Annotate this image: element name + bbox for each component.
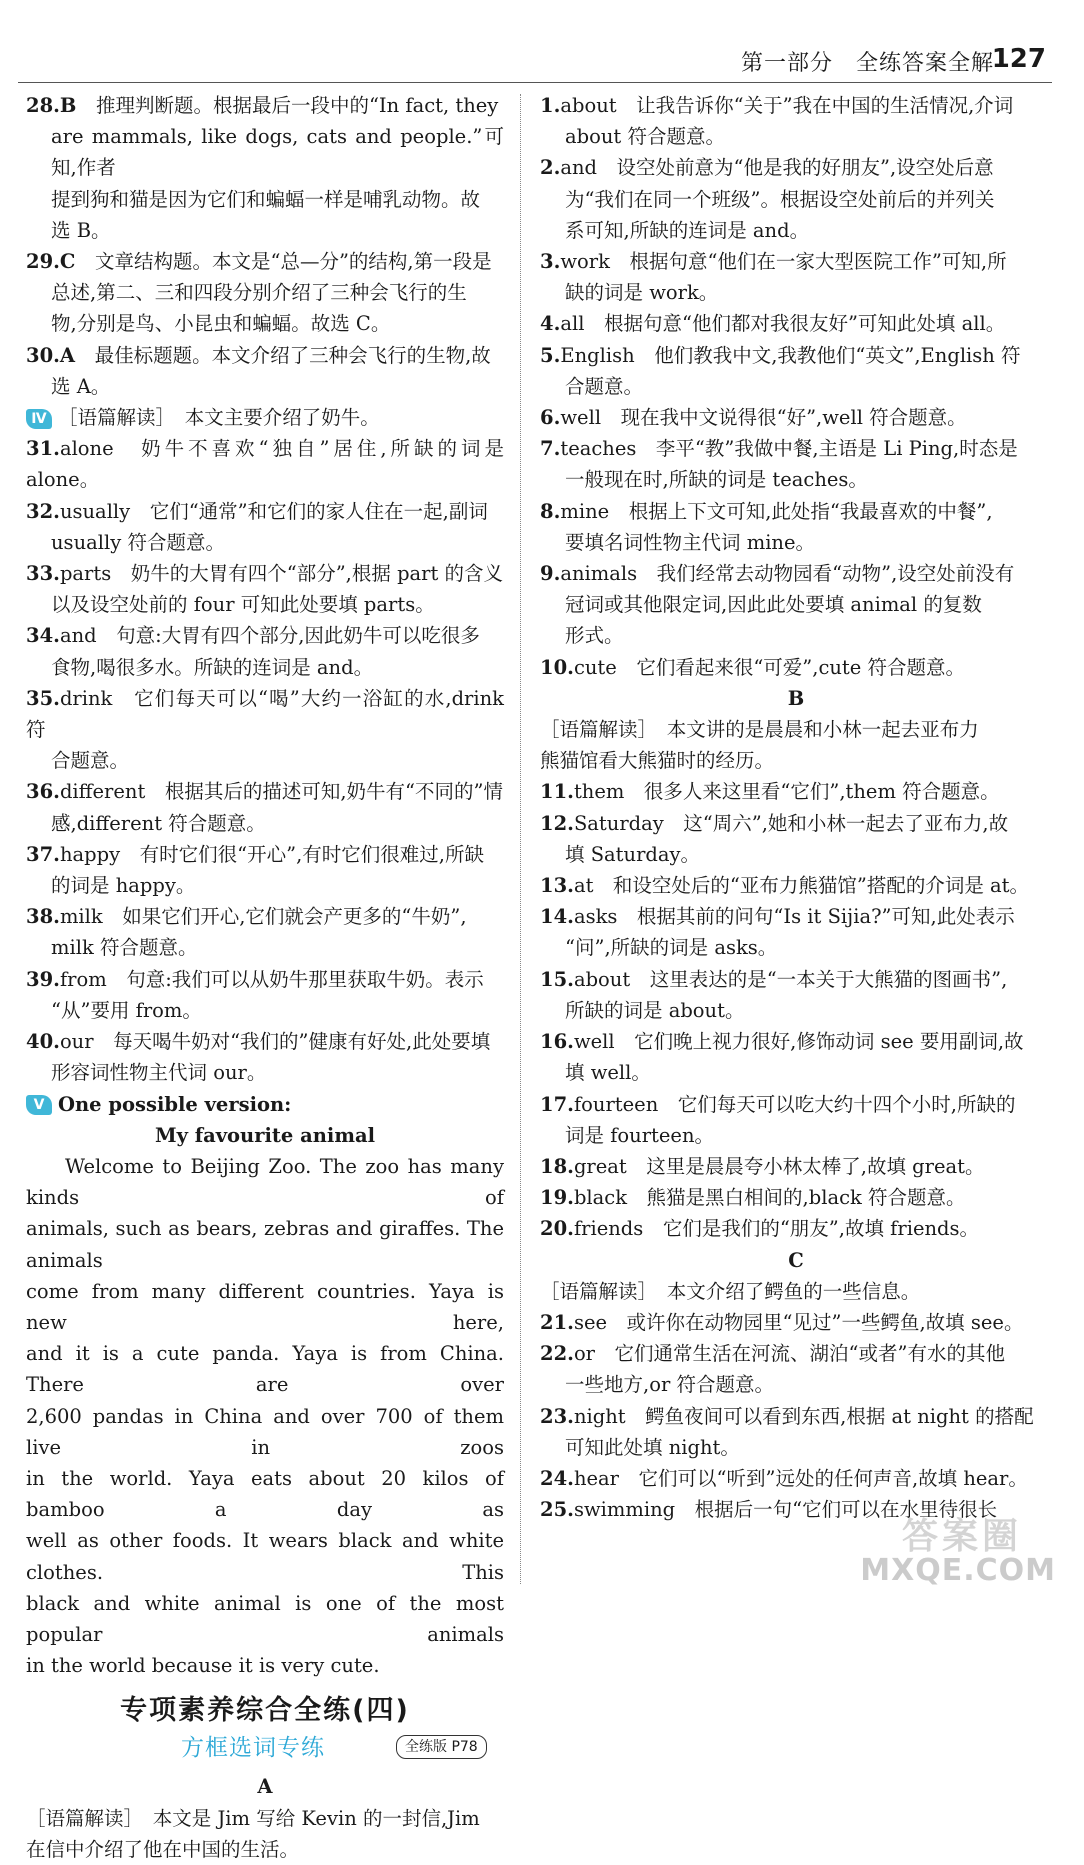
answer-word: Saturday xyxy=(573,811,664,835)
answer-first-line xyxy=(26,839,504,870)
answer-word: different xyxy=(59,780,146,804)
reading-line: 熊猫馆看大熊猫时的经历。 xyxy=(540,749,775,773)
answer-item xyxy=(26,558,504,620)
answer-word: usually xyxy=(59,499,131,523)
answer-number: 28.B xyxy=(26,94,77,117)
answer-text: 它们可以“听到”远处的任何声音,故填 hear。 xyxy=(638,1466,1028,1490)
essay-title: My favourite animal xyxy=(154,1123,376,1147)
answer-continuation-line xyxy=(26,932,504,963)
answer-item xyxy=(540,1463,1052,1494)
answer-continuation-line xyxy=(26,745,504,776)
answer-continuation-line xyxy=(26,121,504,183)
reading-line: ［语篇解读］ 本文讲的是晨晨和小林一起去亚布力 xyxy=(540,718,979,742)
answer-continuation-line xyxy=(26,870,504,901)
answer-first-line xyxy=(540,652,1052,683)
answer-continuation-line xyxy=(26,184,504,215)
answer-text: usually 符合题意。 xyxy=(51,530,225,554)
answer-text: 或许你在动物园里“见过”一些鳄鱼,故填 see。 xyxy=(626,1310,1024,1334)
answer-item xyxy=(26,683,504,777)
answer-word: alone xyxy=(59,437,114,461)
essay-line: black and white animal is one of the most popular animals xyxy=(26,1591,504,1646)
answer-text: 它们是我们的“朋友”,故填 friends。 xyxy=(662,1217,980,1241)
answer-first-line xyxy=(540,1463,1052,1494)
answer-text: 这里表达的是“一本关于大熊猫的图画书”, xyxy=(649,967,1008,991)
answer-first-line xyxy=(540,152,1052,183)
answer-first-line xyxy=(540,1338,1052,1369)
answer-number: 11. xyxy=(540,780,574,804)
answer-word: well xyxy=(560,406,602,430)
answer-item xyxy=(540,558,1052,652)
answer-first-line xyxy=(540,901,1052,932)
answer-text: 根据句意“他们在一家大型医院工作”可知,所 xyxy=(629,250,1007,274)
answer-item xyxy=(26,90,504,246)
answer-number: 19. xyxy=(540,1186,574,1210)
answer-number: 31. xyxy=(26,437,60,461)
answer-item xyxy=(26,839,504,901)
answer-text: about 符合题意。 xyxy=(565,125,725,149)
answer-text: 奶牛不喜欢“独自”居住,所缺的词是 alone。 xyxy=(26,437,504,492)
part-b-label: B xyxy=(787,686,805,710)
answer-continuation-line xyxy=(26,527,504,558)
answer-number: 5. xyxy=(540,343,561,367)
answer-item xyxy=(540,496,1052,558)
answer-first-line xyxy=(540,1026,1052,1057)
right-column xyxy=(540,90,1052,1525)
answer-first-line xyxy=(540,402,1052,433)
answer-text: 根据后一句“它们可以在水里待很长 xyxy=(694,1498,998,1522)
reading-b xyxy=(540,714,1052,776)
answer-first-line xyxy=(540,808,1052,839)
answer-number: 8. xyxy=(540,499,561,523)
answer-text: 为“我们在同一个班级”。根据设空处前后的并列关 xyxy=(565,187,995,211)
answer-word: night xyxy=(573,1404,626,1428)
answer-continuation-line xyxy=(540,464,1052,495)
answer-first-line xyxy=(26,340,504,371)
section-v-heading xyxy=(26,1089,504,1120)
answer-item xyxy=(26,620,504,682)
answer-text: 句意:我们可以从奶牛那里获取牛奶。表示 xyxy=(126,967,484,991)
answer-number: 32. xyxy=(26,499,60,523)
answer-item xyxy=(26,340,504,402)
answer-word: or xyxy=(573,1342,595,1366)
answer-text: 系可知,所缺的连词是 and。 xyxy=(565,218,810,242)
answer-continuation-line xyxy=(540,371,1052,402)
answer-number: 35. xyxy=(26,686,60,710)
answer-word: all xyxy=(560,312,585,336)
section-reading-text: ［语篇解读］ 本文主要介绍了奶牛。 xyxy=(58,406,380,430)
answer-number: 30.A xyxy=(26,343,76,367)
answer-text: 根据句意“他们都对我很友好”可知此处填 all。 xyxy=(603,312,1006,336)
essay-line: Welcome to Beijing Zoo. The zoo has many kinds of xyxy=(26,1154,504,1210)
answer-first-line xyxy=(26,683,504,745)
answer-first-line xyxy=(26,558,504,589)
answer-text: 要填名词性物主代词 mine。 xyxy=(565,530,816,554)
answer-first-line xyxy=(26,964,504,995)
answer-text: 有时它们很“开心”,有时它们很难过,所缺 xyxy=(139,842,484,866)
answer-item xyxy=(26,901,504,963)
answer-continuation-line xyxy=(540,527,1052,558)
reading-a xyxy=(26,1803,504,1865)
answer-continuation-line xyxy=(540,995,1052,1026)
answer-first-line xyxy=(540,90,1052,121)
answer-first-line xyxy=(540,776,1052,807)
answer-continuation-line xyxy=(26,215,504,246)
answer-word: asks xyxy=(573,905,618,929)
answer-word: them xyxy=(573,780,625,804)
essay-line: and it is a cute panda. Yaya is from China. There are over xyxy=(26,1342,504,1397)
watermark-url: MXQE.COM xyxy=(860,1553,1056,1588)
section-version-text: One possible version: xyxy=(58,1092,292,1116)
sub-title-row xyxy=(26,1731,504,1771)
answer-word: about xyxy=(560,94,617,117)
answer-text: 每天喝牛奶对“我们的”健康有好处,此处要填 xyxy=(113,1030,491,1054)
answer-text: 一般现在时,所缺的词是 teaches。 xyxy=(565,468,868,492)
answer-text: 可知此处填 night。 xyxy=(565,1435,740,1459)
reference-badge: 全练版 P78 xyxy=(396,1735,487,1759)
answer-word: swimming xyxy=(573,1498,676,1522)
answer-item xyxy=(540,652,1052,683)
answer-item xyxy=(540,901,1052,963)
answer-number: 29.C xyxy=(26,250,76,274)
part-c-label: C xyxy=(788,1248,804,1272)
answer-text: 感,different 符合题意。 xyxy=(51,811,266,835)
sub-title: 方框选词专练 xyxy=(181,1735,325,1762)
answer-text: 让我告诉你“关于”我在中国的生活情况,介词 xyxy=(636,94,1014,117)
section-badge-icon: Ⅴ xyxy=(26,1095,52,1115)
answer-first-line xyxy=(540,1401,1052,1432)
answer-continuation-line xyxy=(540,215,1052,246)
answer-word: hear xyxy=(573,1466,619,1490)
answer-number: 18. xyxy=(540,1154,574,1178)
answer-text: 文章结构题。本文是“总—分”的结构,第一段是 xyxy=(94,250,492,274)
answer-continuation-line xyxy=(26,652,504,683)
answer-first-line xyxy=(26,776,504,807)
answer-continuation-line xyxy=(540,277,1052,308)
answer-item xyxy=(540,433,1052,495)
section-iv-heading xyxy=(26,402,504,433)
answer-number: 20. xyxy=(540,1217,574,1241)
answer-continuation-line xyxy=(540,1369,1052,1400)
answer-number: 15. xyxy=(540,967,574,991)
answer-word: and xyxy=(560,156,598,180)
answer-first-line xyxy=(540,246,1052,277)
answer-text: 缺的词是 work。 xyxy=(565,281,719,305)
answer-number: 4. xyxy=(540,312,561,336)
answer-number: 7. xyxy=(540,437,561,461)
answer-word: and xyxy=(59,624,97,648)
answer-text: 填 well。 xyxy=(565,1061,651,1085)
answer-word: animals xyxy=(560,562,638,586)
answer-text: 熊猫是黑白相间的,black 符合题意。 xyxy=(646,1186,966,1210)
answer-item xyxy=(540,152,1052,246)
answer-item xyxy=(540,1338,1052,1400)
answer-text: 形式。 xyxy=(565,624,624,648)
answer-number: 36. xyxy=(26,780,60,804)
answer-number: 23. xyxy=(540,1404,574,1428)
answer-continuation-line xyxy=(26,371,504,402)
answer-number: 14. xyxy=(540,905,574,929)
answer-text: 填 Saturday。 xyxy=(565,842,701,866)
answer-text: 如果它们开心,它们就会产更多的“牛奶”, xyxy=(122,905,467,929)
answer-continuation-line xyxy=(540,121,1052,152)
answer-text: 合题意。 xyxy=(51,749,130,773)
answer-number: 38. xyxy=(26,905,60,929)
header-rule xyxy=(18,82,1052,83)
answer-word: our xyxy=(59,1030,94,1054)
answer-text: 形容词性物主代词 our。 xyxy=(51,1061,267,1085)
answer-number: 2. xyxy=(540,156,561,180)
answer-continuation-line xyxy=(26,808,504,839)
answer-text: 奶牛的大胃有四个“部分”,根据 part 的含义 xyxy=(130,562,504,586)
answer-text: 的词是 happy。 xyxy=(51,874,196,898)
answer-text: 以及设空处前的 four 可知此处要填 parts。 xyxy=(51,593,435,617)
reading-line: ［语篇解读］ 本文是 Jim 写给 Kevin 的一封信,Jim xyxy=(26,1806,480,1830)
answer-word: at xyxy=(573,874,594,898)
answer-first-line xyxy=(540,340,1052,371)
answer-continuation-line xyxy=(540,1057,1052,1088)
answer-first-line xyxy=(540,1307,1052,1338)
answer-word: great xyxy=(573,1154,627,1178)
answer-number: 10. xyxy=(540,655,574,679)
answer-number: 40. xyxy=(26,1030,60,1054)
answer-text: 选 B。 xyxy=(51,218,111,242)
answer-word: English xyxy=(560,343,635,367)
answer-first-line xyxy=(26,496,504,527)
answer-word: see xyxy=(573,1310,608,1334)
answer-text: 他们教我中文,我教他们“英文”,English 符 xyxy=(654,343,1021,367)
answer-first-line xyxy=(26,901,504,932)
answer-first-line xyxy=(26,90,504,121)
answer-number: 33. xyxy=(26,562,60,586)
answer-word: drink xyxy=(59,686,113,710)
answer-number: 37. xyxy=(26,842,60,866)
answer-word: about xyxy=(573,967,631,991)
answer-text: 这“周六”,她和小林一起去了亚布力,故 xyxy=(683,811,1009,835)
answer-word: friends xyxy=(573,1217,644,1241)
answer-continuation-line xyxy=(26,277,504,308)
answer-continuation-line xyxy=(26,589,504,620)
answer-word: happy xyxy=(59,842,121,866)
answer-first-line xyxy=(540,1151,1052,1182)
page-header xyxy=(0,0,1084,80)
answer-text: 李平“教”我做中餐,主语是 Li Ping,时态是 xyxy=(655,437,1018,461)
answer-continuation-line xyxy=(26,308,504,339)
essay-line: well as other foods. It wears black and white clothes. This xyxy=(26,1529,504,1584)
answer-number: 17. xyxy=(540,1092,574,1116)
answer-text: 设空处前意为“他是我的好朋友”,设空处后意 xyxy=(616,156,994,180)
answer-word: cute xyxy=(573,655,617,679)
answer-text: 这里是晨晨夸小林太棒了,故填 great。 xyxy=(646,1154,985,1178)
answer-item xyxy=(26,1026,504,1088)
answer-text: 它们每天可以“喝”大约一浴缸的水,drink 符 xyxy=(26,686,504,742)
answer-text: 冠词或其他限定词,因此此处要填 animal 的复数 xyxy=(565,593,982,617)
answer-continuation-line xyxy=(26,1057,504,1088)
answer-number: 21. xyxy=(540,1310,574,1334)
answer-item xyxy=(26,776,504,838)
answer-text: 它们通常生活在河流、湖泊“或者”有水的其他 xyxy=(614,1342,1005,1366)
answer-text: 和设空处后的“亚布力熊猫馆”搭配的介词是 at。 xyxy=(612,874,1030,898)
answer-first-line xyxy=(540,433,1052,464)
answer-first-line xyxy=(540,870,1052,901)
answer-number: 25. xyxy=(540,1498,574,1522)
answer-text: 现在我中文说得很“好”,well 符合题意。 xyxy=(620,406,967,430)
answer-continuation-line xyxy=(540,184,1052,215)
answer-text: 选 A。 xyxy=(51,374,111,398)
answer-text: 它们看起来很“可爱”,cute 符合题意。 xyxy=(636,655,966,679)
answer-word: work xyxy=(560,250,610,274)
answer-item xyxy=(540,1307,1052,1338)
answer-continuation-line xyxy=(540,932,1052,963)
answer-continuation-line xyxy=(540,589,1052,620)
answer-text: 合题意。 xyxy=(565,374,644,398)
answer-number: 12. xyxy=(540,811,574,835)
section-title: 第一部分 全练答案全解 xyxy=(740,51,994,76)
answer-first-line xyxy=(540,308,1052,339)
answer-word: well xyxy=(573,1030,615,1054)
section-badge-icon: Ⅳ xyxy=(26,409,52,429)
answer-number: 34. xyxy=(26,624,60,648)
answer-item xyxy=(26,496,504,558)
answer-text: 句意:大胃有四个部分,因此奶牛可以吃很多 xyxy=(116,624,480,648)
answer-text: 很多人来这里看“它们”,them 符合题意。 xyxy=(643,780,1000,804)
answer-number: 39. xyxy=(26,967,60,991)
answer-item xyxy=(540,1401,1052,1463)
answer-item xyxy=(540,402,1052,433)
answer-text: 所缺的词是 about。 xyxy=(565,998,745,1022)
answer-word: mine xyxy=(560,499,610,523)
answer-continuation-line xyxy=(26,995,504,1026)
answer-item xyxy=(540,246,1052,308)
answer-text: 一些地方,or 符合题意。 xyxy=(565,1373,774,1397)
answer-text: 食物,喝很多水。所缺的连词是 and。 xyxy=(51,655,374,679)
answer-item xyxy=(540,1182,1052,1213)
answer-text: 提到狗和猫是因为它们和蝙蝠一样是哺乳动物。故 xyxy=(51,187,481,211)
special-title: 专项素养综合全练(四) xyxy=(120,1695,410,1727)
essay-line: animals, such as bears, zebras and giraffes. The animals xyxy=(26,1217,504,1272)
page-number: 127 xyxy=(991,44,1046,74)
answer-first-line xyxy=(26,433,504,495)
answer-number: 22. xyxy=(540,1342,574,1366)
answer-number: 16. xyxy=(540,1030,574,1054)
essay-body xyxy=(26,1151,504,1681)
answer-item xyxy=(540,340,1052,402)
answer-item xyxy=(540,308,1052,339)
left-column xyxy=(26,90,504,1865)
answer-word: fourteen xyxy=(573,1092,659,1116)
answer-item xyxy=(26,433,504,495)
answer-number: 13. xyxy=(540,874,574,898)
answer-first-line xyxy=(540,558,1052,589)
essay-line: in the world because it is very cute. xyxy=(26,1654,380,1678)
reading-line: 在信中介绍了他在中国的生活。 xyxy=(26,1837,300,1861)
answer-text: 物,分别是鸟、小昆虫和蝙蝠。故选 C。 xyxy=(51,312,391,336)
answer-text: 根据上下文可知,此处指“我最喜欢的中餐”, xyxy=(628,499,993,523)
answer-text: 词是 fourteen。 xyxy=(565,1123,715,1147)
answer-number: 3. xyxy=(540,250,561,274)
answer-text: 鳄鱼夜间可以看到东西,根据 at night 的搭配 xyxy=(645,1404,1034,1428)
answer-item xyxy=(540,1089,1052,1151)
column-divider xyxy=(520,94,521,1584)
answer-item xyxy=(540,964,1052,1026)
answer-item xyxy=(540,1026,1052,1088)
essay-line: in the world. Yaya eats about 20 kilos of bamboo a day as xyxy=(26,1466,504,1522)
part-a-label: A xyxy=(257,1775,273,1799)
answer-word: milk xyxy=(59,905,103,929)
answer-first-line xyxy=(540,1213,1052,1244)
answer-word: black xyxy=(573,1186,628,1210)
answer-word: from xyxy=(59,967,107,991)
answer-continuation-line xyxy=(540,1432,1052,1463)
answer-number: 1. xyxy=(540,94,561,117)
answer-text: “问”,所缺的词是 asks。 xyxy=(565,936,778,960)
answer-text: 总述,第二、三和四段分别介绍了三种会飞行的生 xyxy=(51,281,467,305)
watermark-logo: 答案圈 xyxy=(902,1516,1023,1557)
answer-item xyxy=(540,90,1052,152)
answer-text: 根据其后的描述可知,奶牛有“不同的”情 xyxy=(164,780,503,804)
answer-item xyxy=(540,870,1052,901)
answer-number: 9. xyxy=(540,562,561,586)
answer-item xyxy=(26,246,504,340)
answer-first-line xyxy=(540,496,1052,527)
essay-line: come from many different countries. Yaya is new here, xyxy=(26,1279,504,1334)
answer-first-line xyxy=(540,964,1052,995)
answer-continuation-line xyxy=(540,1120,1052,1151)
reading-c xyxy=(540,1276,1052,1307)
answer-text: 推理判断题。根据最后一段中的“In fact, they xyxy=(95,94,499,117)
answer-word: teaches xyxy=(560,437,637,461)
essay-line: 2,600 pandas in China and over 700 of them live in zoos xyxy=(26,1404,504,1459)
answer-continuation-line xyxy=(540,839,1052,870)
answer-text: 它们“通常”和它们的家人住在一起,副词 xyxy=(149,499,488,523)
answer-first-line xyxy=(540,1182,1052,1213)
answer-first-line xyxy=(540,1089,1052,1120)
answer-text: are mammals, like dogs, cats and people.”可知,作者 xyxy=(51,125,504,180)
answer-number: 24. xyxy=(540,1466,574,1490)
answer-text: 我们经常去动物园看“动物”,设空处前没有 xyxy=(656,562,1015,586)
answer-text: “从”要用 from。 xyxy=(51,998,202,1022)
answer-item xyxy=(540,776,1052,807)
answer-first-line xyxy=(26,1026,504,1057)
answer-number: 6. xyxy=(540,406,561,430)
answer-item xyxy=(26,964,504,1026)
answer-item xyxy=(540,808,1052,870)
reading-line: ［语篇解读］ 本文介绍了鳄鱼的一些信息。 xyxy=(540,1279,921,1303)
answer-item xyxy=(540,1151,1052,1182)
answer-continuation-line xyxy=(540,620,1052,651)
answer-word: parts xyxy=(59,562,112,586)
answer-text: 它们每天可以吃大约十四个小时,所缺的 xyxy=(677,1092,1016,1116)
answer-text: milk 符合题意。 xyxy=(51,936,198,960)
answer-text: 它们晚上视力很好,修饰动词 see 要用副词,故 xyxy=(634,1030,1024,1054)
answer-first-line xyxy=(26,620,504,651)
answer-text: 根据其前的问句“Is it Sijia?”可知,此处表示 xyxy=(636,905,1015,929)
answer-first-line xyxy=(26,246,504,277)
answer-text: 最佳标题题。本文介绍了三种会飞行的生物,故 xyxy=(94,343,491,367)
answer-item xyxy=(540,1213,1052,1244)
